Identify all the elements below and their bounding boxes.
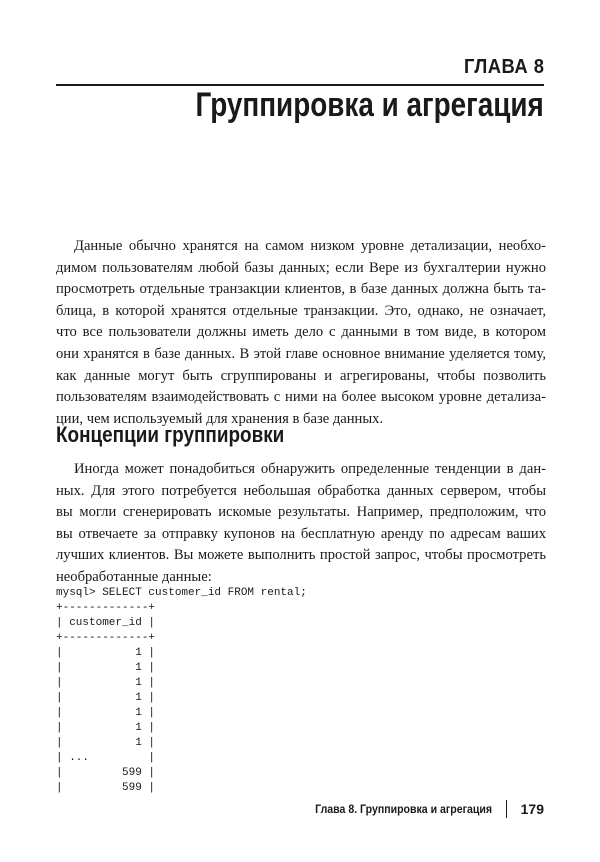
text-line: лучших клиентов. Вы можете выполнить простой запрос, чтобы просмотреть: [56, 547, 546, 564]
text-line: вы отвечаете за отправку купонов на бесплатную аренду по адресам ваших: [56, 525, 546, 542]
text-line: вы могли сгенерировать искомые результаты. Например, предположим, что: [56, 504, 546, 521]
footer-divider: [506, 800, 507, 818]
code-line: mysql> SELECT customer_id FROM rental;: [56, 587, 307, 599]
code-line: +-------------+: [56, 632, 156, 644]
code-line: | 1 |: [56, 722, 156, 734]
text-line: ных. Для этого потребуется небольшая обработка данных сервером, чтобы: [56, 482, 546, 499]
text-line: Данные обычно хранятся на самом низком уровне детализации, необхо-: [74, 238, 546, 254]
text-line: что все пользователи должны иметь дело с данными в том виде, в котором: [56, 324, 546, 341]
text-line: просмотреть отдельные транзакции клиентов, в базе данных должна быть та-: [56, 281, 546, 298]
text-line: димом пользователям любой базы данных; если Вере из бухгалтерии нужно: [56, 259, 546, 276]
text-line: блица, в которой хранятся отдельные транзакции. Это, однако, не означает,: [56, 302, 546, 319]
code-line: | customer_id |: [56, 617, 156, 629]
text-line: Иногда может понадобиться обнаружить определенные тенденции в дан-: [74, 461, 546, 477]
text-line: пользователям взаимодействовать с ними на более высоком уровне детализа-: [56, 389, 546, 406]
code-line: | 1 |: [56, 677, 156, 689]
text-line: ции, чем используемый для хранения в базе данных.: [56, 410, 384, 427]
text-line: они хранятся в базе данных. В этой главе основное внимание уделяется тому,: [56, 345, 546, 362]
code-line: | 1 |: [56, 737, 156, 749]
code-line: | 1 |: [56, 647, 156, 659]
code-line: | 599 |: [56, 767, 156, 779]
intro-paragraph: [56, 236, 546, 430]
section-heading: Концепции группировки: [56, 422, 285, 447]
code-line: | 1 |: [56, 662, 156, 674]
chapter-title: Группировка и агрегация: [195, 86, 544, 124]
running-head: Глава 8. Группировка и агрегация: [314, 802, 492, 816]
code-line: | 1 |: [56, 692, 156, 704]
text-line: как данные могут быть сгруппированы и агрегированы, чтобы позволить: [56, 367, 546, 384]
page-footer: [291, 800, 544, 818]
code-line: | 1 |: [56, 707, 156, 719]
code-line: +-------------+: [56, 602, 156, 614]
chapter-label: ГЛАВА 8: [463, 56, 544, 78]
text-line: необработанные данные:: [56, 568, 212, 585]
code-line: | 599 |: [56, 782, 156, 794]
code-line: | ... |: [56, 752, 156, 764]
code-listing: [56, 586, 307, 796]
page-number: 179: [520, 801, 544, 817]
section-paragraph: [56, 459, 546, 589]
